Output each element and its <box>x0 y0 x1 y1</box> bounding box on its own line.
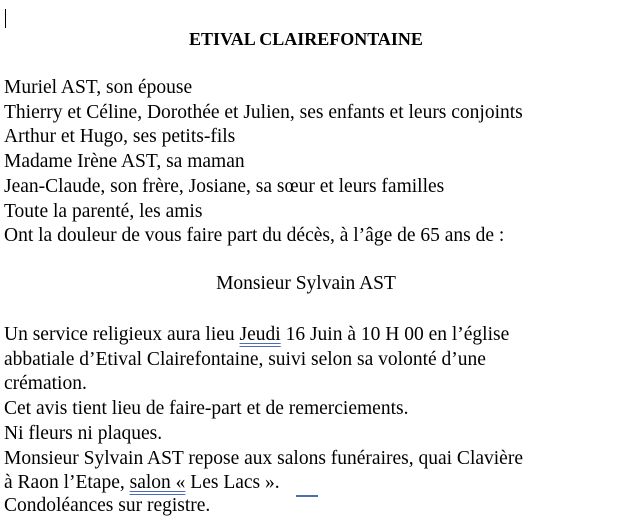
family-line: Toute la parenté, les amis <box>4 200 203 222</box>
family-paragraph <box>4 76 523 249</box>
family-line: Jean-Claude, son frère, Josiane, sa sœur et leurs familles <box>4 175 445 197</box>
family-line: Thierry et Céline, Dorothée et Julien, ses enfants et leurs conjoints <box>4 101 523 123</box>
page-title: ETIVAL CLAIREFONTAINE <box>189 29 423 49</box>
notice-line: Cet avis tient lieu de faire-part et de remerciements. <box>4 398 409 420</box>
cut-off-line: Condoléances sur registre. <box>4 495 211 516</box>
service-line: abbatiale d’Etival Clairefontaine, suivi selon sa volonté d’une <box>4 348 486 370</box>
repose-line-start: à Raon l’Etape, <box>4 472 130 494</box>
service-line: crémation. <box>4 373 87 395</box>
service-paragraph <box>4 323 523 496</box>
proofing-mark <box>296 495 318 497</box>
family-line: Muriel AST, son épouse <box>4 77 193 98</box>
family-line: Madame Irène AST, sa maman <box>4 151 245 173</box>
family-line: Ont la douleur de vous faire part du décès, à l’âge de 65 ans de : <box>4 225 505 247</box>
notice-line: Ni fleurs ni plaques. <box>4 422 163 444</box>
service-line-end: 16 Juin à 10 H 00 en l’église <box>280 324 510 345</box>
grammar-flagged-phrase[interactable]: salon « <box>129 472 186 494</box>
repose-line <box>4 471 523 496</box>
repose-line-end: Les Lacs ». <box>185 472 280 494</box>
service-line-start: Un service religieux aura lieu <box>4 324 240 345</box>
family-line: Arthur et Hugo, ses petits-fils <box>4 126 236 148</box>
service-line <box>4 323 523 348</box>
deceased-name: Monsieur Sylvain AST <box>216 273 396 294</box>
grammar-flagged-word[interactable]: Jeudi <box>239 324 281 345</box>
text-cursor <box>5 9 6 28</box>
repose-line: Monsieur Sylvain AST repose aux salons funéraires, quai Clavière <box>4 447 523 469</box>
